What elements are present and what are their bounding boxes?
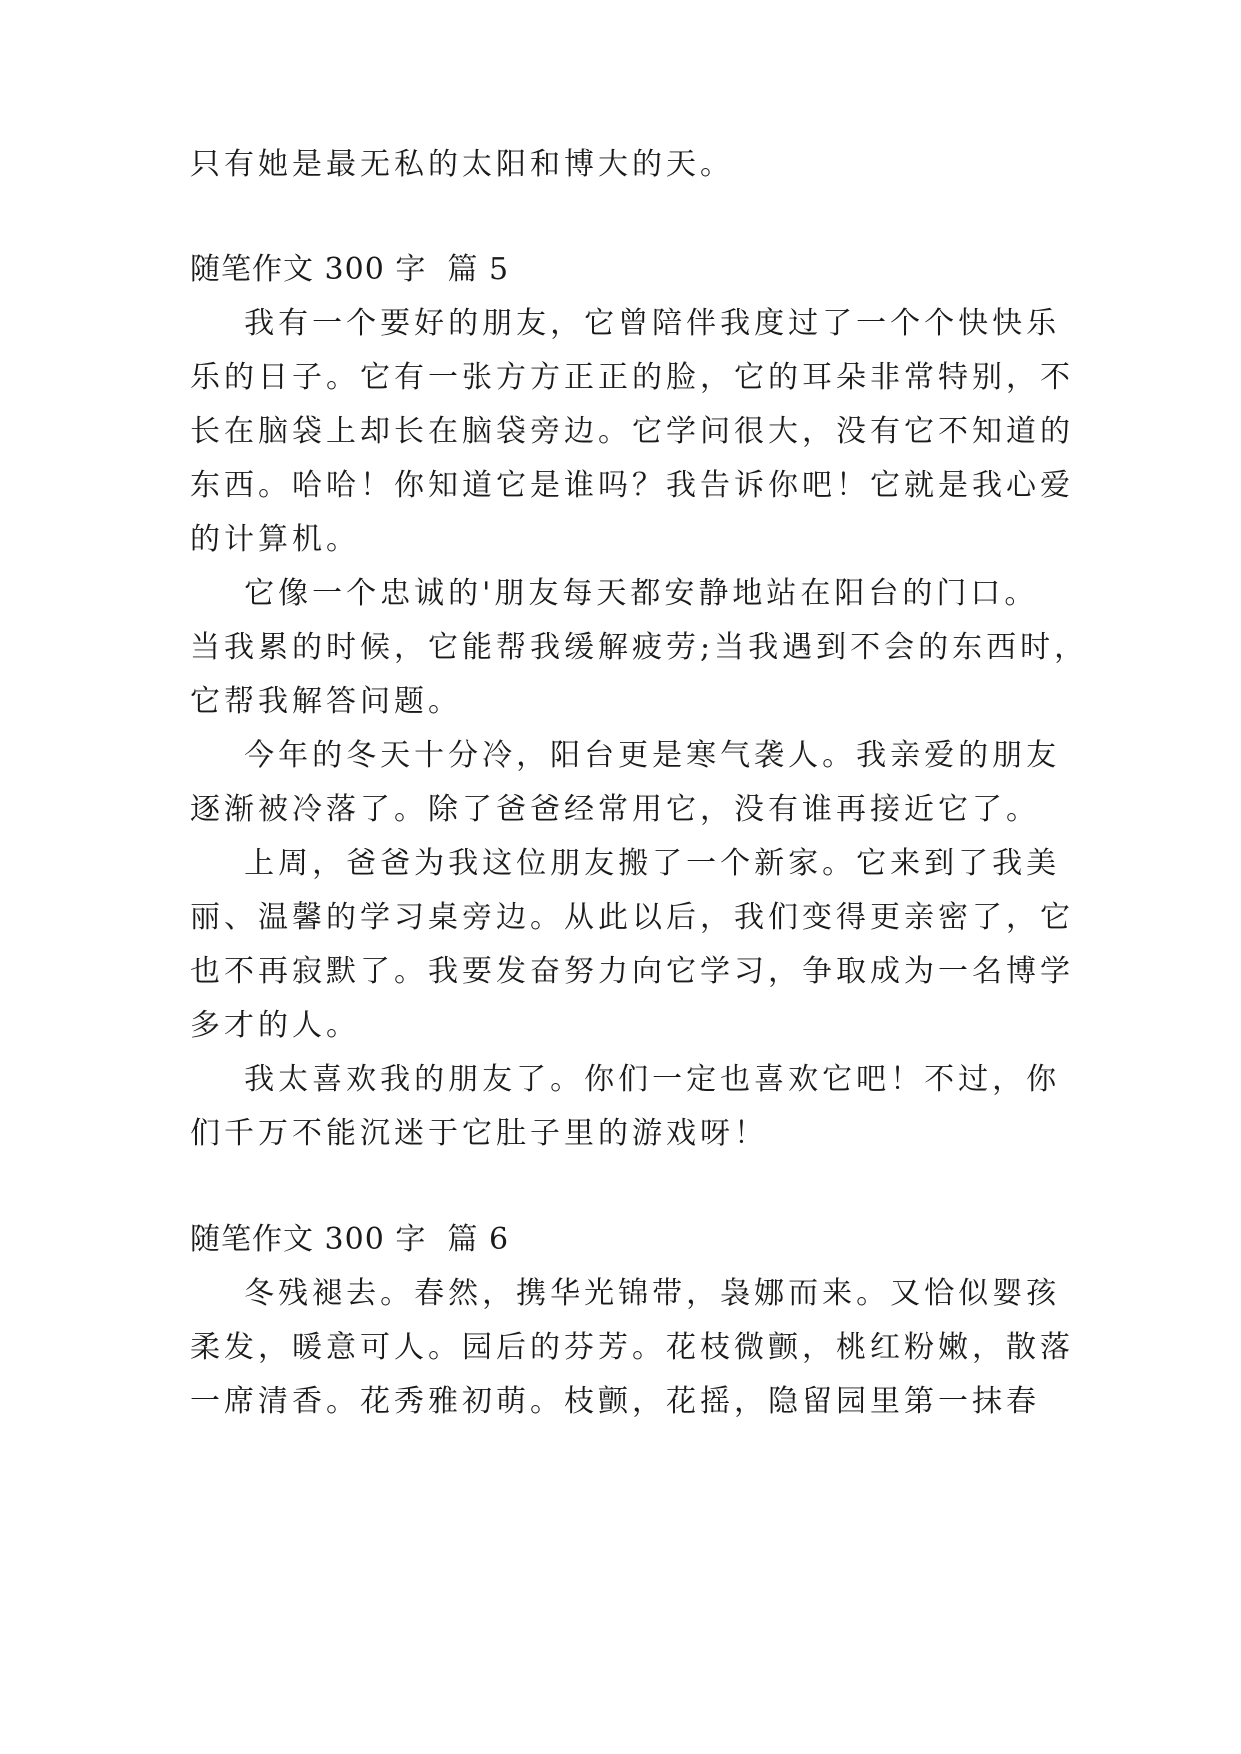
paragraph-line: 丽、温馨的学习桌旁边。从此以后，我们变得更亲密了，它: [190, 900, 1074, 935]
paragraph-line: 今年的冬天十分冷，阳台更是寒气袭人。我亲爱的朋友: [190, 738, 1061, 773]
paragraph-line: 我有一个要好的朋友，它曾陪伴我度过了一个个快快乐: [190, 306, 1061, 341]
paragraph-line: 的计算机。: [190, 522, 360, 557]
paragraph-line: 东西。哈哈！你知道它是谁吗？我告诉你吧！它就是我心爱: [190, 468, 1074, 503]
paragraph-line: 逐渐被冷落了。除了爸爸经常用它，没有谁再接近它了。: [190, 792, 1040, 827]
paragraph-line: 我太喜欢我的朋友了。你们一定也喜欢它吧！不过，你: [190, 1062, 1061, 1097]
paragraph-line: 冬残褪去。春然，携华光锦带，袅娜而来。又恰似婴孩: [190, 1276, 1061, 1311]
paragraph-line: 只有她是最无私的太阳和博大的天。: [190, 147, 734, 182]
paragraph-line: 们千万不能沉迷于它肚子里的游戏呀！: [190, 1116, 768, 1151]
paragraph-line: 长在脑袋上却长在脑袋旁边。它学问很大，没有它不知道的: [190, 414, 1074, 449]
paragraph-line: 乐的日子。它有一张方方正正的脸，它的耳朵非常特别，不: [190, 360, 1074, 395]
paragraph-line: 一席清香。花秀雅初萌。枝颤，花摇，隐留园里第一抹春: [190, 1384, 1040, 1419]
paragraph-line: 当我累的时候，它能帮我缓解疲劳;当我遇到不会的东西时，: [190, 630, 1089, 665]
paragraph-line: 它帮我解答问题。: [190, 684, 462, 719]
paragraph-line: 柔发，暖意可人。园后的芬芳。花枝微颤，桃红粉嫩，散落: [190, 1330, 1074, 1365]
section-heading: 随笔作文 300 字 篇 6: [190, 1222, 510, 1257]
paragraph-line: 上周，爸爸为我这位朋友搬了一个新家。它来到了我美: [190, 846, 1061, 881]
paragraph-line: 它像一个忠诚的'朋友每天都安静地站在阳台的门口。: [190, 576, 1039, 611]
paragraph-line: 也不再寂默了。我要发奋努力向它学习，争取成为一名博学: [190, 954, 1074, 989]
paragraph-line: 多才的人。: [190, 1008, 360, 1043]
section-heading: 随笔作文 300 字 篇 5: [190, 252, 510, 287]
